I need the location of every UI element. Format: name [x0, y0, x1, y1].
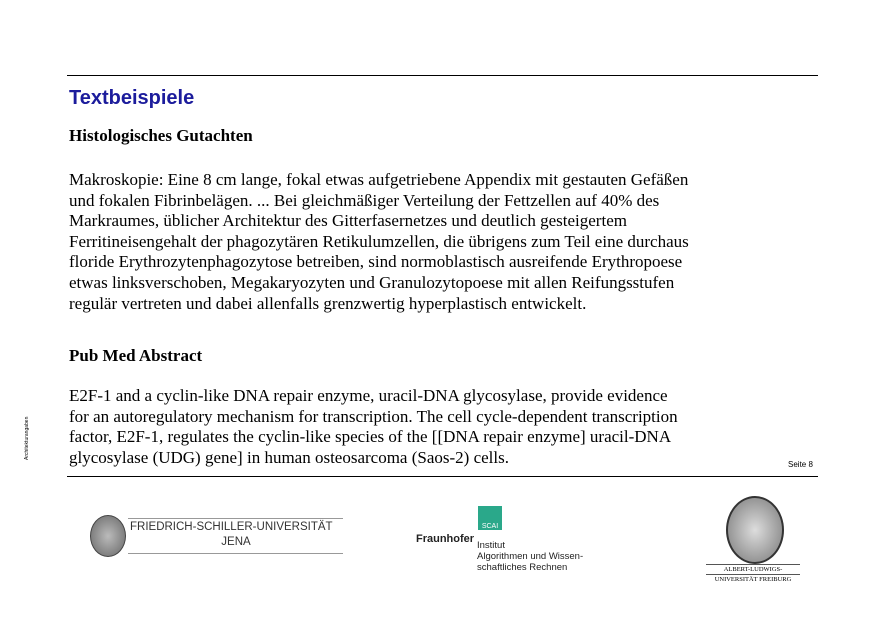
- page-number: Seite 8: [788, 460, 813, 469]
- text-line: for an autoregulatory mechanism for transcription. The cell cycle-dependent transcription: [69, 406, 678, 426]
- histology-text: [69, 170, 689, 314]
- text-line: factor, E2F-1, regulates the cyclin-like species of the [[DNA repair enzyme] uracil-DNA: [69, 427, 672, 447]
- jena-city: JENA: [221, 536, 251, 548]
- text-line: E2F-1 and a cyclin-like DNA repair enzyme, uracil-DNA glycosylase, provide evidence: [69, 386, 668, 405]
- fraunhofer-logo: [416, 506, 616, 572]
- text-line: floride Erythrozytenphagozytose betreiben, sind normoblastisch ausreifende Erythropoese: [69, 252, 683, 272]
- section-heading-histology: Histologisches Gutachten: [69, 126, 253, 145]
- text-line: Makroskopie: Eine 8 cm lange, fokal etwas aufgetriebene Appendix mit gestauten Gefäßen: [69, 170, 689, 189]
- fraunhofer-institute: Institut Algorithmen und Wissen- schaftliches Rechnen: [477, 540, 584, 573]
- text-line: Ferritineisengehalt der phagozytären Retikulumzellen, die übrigens zum Teil eine durchaus: [69, 231, 689, 251]
- text-line: Markraumes, üblicher Architektur des Gitterfasernetzes und deutlich gesteigertem: [69, 211, 627, 231]
- text-line: etwas linksverschoben, Megakaryozyten und Granulozytopoese mit allen Reifungsstufen: [69, 272, 675, 292]
- jena-seal-icon: [90, 515, 126, 557]
- bottom-rule: [67, 476, 818, 477]
- fraunhofer-brand: Fraunhofer: [416, 533, 475, 545]
- pubmed-text: [69, 386, 678, 468]
- freiburg-seal-icon: [726, 496, 784, 564]
- scai-badge-icon: SCAI: [478, 506, 502, 530]
- section-heading-pubmed: Pub Med Abstract: [69, 346, 203, 365]
- top-rule: [67, 75, 818, 76]
- side-label: Architekturangaben: [24, 416, 30, 460]
- freiburg-logo: [706, 496, 800, 582]
- slide-title: Textbeispiele: [69, 87, 195, 109]
- jena-name: FRIEDRICH-SCHILLER-UNIVERSITÄT: [130, 521, 333, 533]
- freiburg-name: ALBERT-LUDWIGS- UNIVERSITÄT FREIBURG: [706, 564, 800, 584]
- jena-logo: [90, 515, 350, 559]
- text-line: regulär vertreten und dabei allenfalls grenzwertig hyperplastisch entwickelt.: [69, 293, 587, 313]
- text-line: und fokalen Fibrinbelägen. ... Bei gleichmäßiger Verteilung der Fettzellen auf 40% des: [69, 190, 660, 210]
- text-line: glycosylase (UDG) gene] in human osteosarcoma (Saos-2) cells.: [69, 447, 509, 467]
